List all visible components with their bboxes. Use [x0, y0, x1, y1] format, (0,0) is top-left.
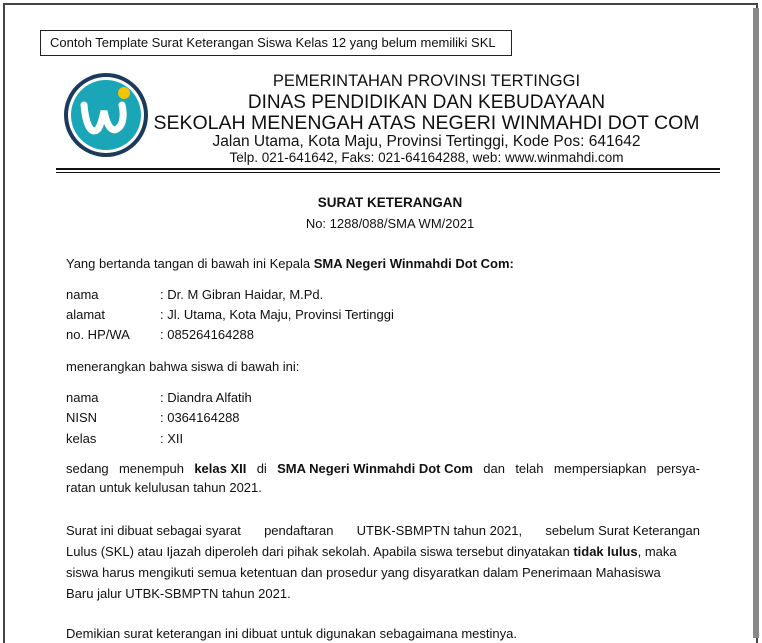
paragraph-2-line-2 [66, 544, 677, 559]
p1-word: telah [515, 461, 544, 476]
p2-l2-text: Lulus (SKL) atau Ijazah diperoleh dari pihak sekolah. Apabila siswa tersebut dinyatakan [66, 544, 574, 559]
p2-chunk: UTBK-SBMPTN tahun 2021, [356, 523, 523, 538]
signer-label-address: alamat [66, 307, 106, 322]
letter-number: No: 1288/088/SMA WM/2021 [305, 216, 475, 231]
p1-word: menempuh [118, 461, 185, 476]
signer-label-name: nama [66, 287, 99, 302]
letterhead-government: PEMERINTAHAN PROVINSI TERTINGGI [272, 72, 581, 90]
signer-value-phone: : 085264164288 [160, 327, 254, 342]
p1-word: persya- [656, 461, 700, 476]
letterhead-department: DINAS PENDIDIKAN DAN KEBUDAYAAN [247, 92, 606, 113]
p1-word: dan [483, 461, 505, 476]
letterhead-rule-thin [56, 172, 720, 173]
p1-word: mempersiapkan [553, 461, 647, 476]
paragraph-1-line-2: ratan untuk kelulusan tahun 2021. [66, 480, 262, 495]
p2-l2-tail: , maka [637, 544, 677, 559]
letterhead-contact: Telp. 021-641642, Faks: 021-64164288, web: www.winmahdi.com [229, 150, 624, 165]
p2-chunk: pendaftaran [264, 523, 334, 538]
p2-not-pass-bold: tidak lulus [573, 544, 638, 559]
letterhead-address: Jalan Utama, Kota Maju, Provinsi Tertinggi, Kode Pos: 641642 [212, 133, 641, 150]
states-line: menerangkan bahwa siswa di bawah ini: [66, 359, 300, 374]
closing-line-cut: Demikian surat keterangan ini dibuat untuk digunakan sebagaimana mestinya. [66, 626, 517, 641]
p1-word: sedang [66, 461, 109, 476]
signer-value-name: : Dr. M Gibran Haidar, M.Pd. [160, 287, 324, 302]
student-value-name: : Diandra Alfatih [160, 390, 252, 405]
letter-title: SURAT KETERANGAN [317, 195, 463, 210]
template-caption-box [40, 30, 512, 56]
student-label-class: kelas [66, 431, 97, 446]
p1-word: di [256, 461, 267, 476]
intro-text: Yang bertanda tangan di bawah ini Kepala [66, 256, 314, 271]
paragraph-2-line-3: siswa harus mengikuti semua ketentuan dan prosedur yang disyaratkan dalam Penerimaan Mahasiswa [66, 565, 661, 580]
page-shadow [753, 8, 759, 638]
school-logo-icon [62, 71, 150, 159]
student-label-nisn: NISN [66, 410, 98, 425]
paragraph-2-line-1 [66, 523, 700, 538]
letterhead-rule-thick [56, 168, 720, 170]
template-caption: Contoh Template Surat Keterangan Siswa Kelas 12 yang belum memiliki SKL [50, 35, 496, 50]
p1-class-bold: kelas XII [194, 461, 247, 476]
student-value-class: : XII [160, 431, 184, 446]
student-value-nisn: : 0364164288 [160, 410, 240, 425]
paragraph-2-line-4: Baru jalur UTBK-SBMPTN tahun 2021. [66, 586, 291, 601]
p2-chunk: Surat ini dibuat sebagai syarat [66, 523, 241, 538]
intro-school: SMA Negeri Winmahdi Dot Com: [313, 256, 514, 271]
student-label-name: nama [66, 390, 99, 405]
intro-line [66, 256, 514, 271]
paragraph-1-line-1 [66, 461, 700, 476]
signer-value-address: : Jl. Utama, Kota Maju, Provinsi Tertinggi [160, 307, 394, 322]
p2-chunk: sebelum Surat Keterangan [545, 523, 700, 538]
signer-label-phone: no. HP/WA [66, 327, 130, 342]
letterhead-school-name: SEKOLAH MENENGAH ATAS NEGERI WINMAHDI DOT COM [153, 112, 700, 134]
p1-school-bold: SMA Negeri Winmahdi Dot Com [277, 461, 473, 476]
